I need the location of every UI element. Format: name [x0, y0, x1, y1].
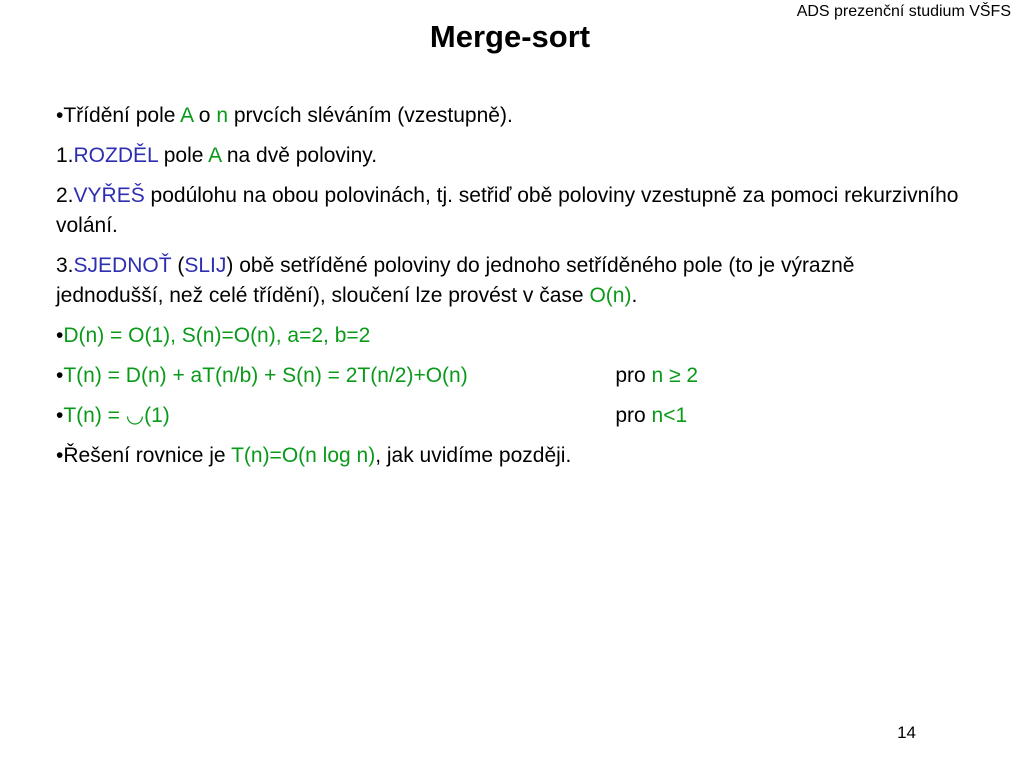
var-n: n — [216, 104, 229, 127]
step-number: 1. — [56, 144, 74, 167]
step-number: 3. — [56, 254, 74, 277]
condition: n<1 — [651, 404, 688, 427]
formula: T(n)=O(n log n) — [231, 444, 376, 467]
step-keyword: VYŘEŠ — [73, 184, 145, 207]
line-costs — [56, 321, 966, 351]
step-keyword: ROZDĚL — [73, 144, 158, 167]
text: , jak uvidíme později. — [375, 444, 572, 467]
text: na dvě poloviny. — [221, 144, 378, 167]
var-A: A — [180, 104, 193, 127]
slide-body — [56, 101, 966, 481]
formula: D(n) = O(1), S(n)=O(n), a=2, b=2 — [63, 324, 371, 347]
slide-title: Merge-sort — [429, 19, 591, 54]
bullet: • — [56, 444, 64, 467]
bullet: • — [56, 324, 64, 347]
bullet: • — [56, 104, 64, 127]
line-recurrence — [56, 361, 966, 391]
text: prvcích sléváním (vzestupně). — [228, 104, 513, 127]
complexity: O(n) — [589, 284, 632, 307]
text: ( — [171, 254, 185, 277]
text: pole — [157, 144, 209, 167]
line-task — [56, 101, 966, 131]
step-number: 2. — [56, 184, 74, 207]
step-keyword-alt: SLIJ — [184, 254, 227, 277]
bullet: • — [56, 404, 64, 427]
text: . — [631, 284, 638, 307]
bullet: • — [56, 364, 64, 387]
theta-symbol: ◡ — [125, 404, 145, 427]
condition: n ≥ 2 — [651, 364, 699, 387]
line-solution — [56, 441, 966, 471]
text: podúlohu na obou polovinách, tj. setřiď obě poloviny vzestupně za pomoci rekurzivního volání. — [56, 184, 959, 237]
page-number: 14 — [897, 723, 916, 742]
line-conquer — [56, 181, 966, 241]
text: Řešení rovnice je — [63, 444, 232, 467]
line-combine — [56, 251, 966, 311]
step-keyword: SJEDNOŤ — [73, 254, 172, 277]
formula: T(n) = — [63, 404, 126, 427]
formula: T(n) = D(n) + aT(n/b) + S(n) = 2T(n/2)+O(n) — [63, 364, 468, 387]
condition-label: pro — [615, 364, 652, 387]
var-A: A — [208, 144, 221, 167]
course-header: ADS prezenční studium VŠFS — [796, 3, 1011, 20]
line-divide — [56, 141, 966, 171]
text: ) obě setříděné poloviny do jednoho setříděného pole (to je výrazně jednodušší, než celé třídění), sloučení lze provést v čase — [56, 254, 855, 307]
text: o — [192, 104, 217, 127]
formula: (1) — [144, 404, 170, 427]
line-base-case — [56, 401, 966, 431]
text: Třídění pole — [63, 104, 181, 127]
condition-label: pro — [615, 404, 652, 427]
